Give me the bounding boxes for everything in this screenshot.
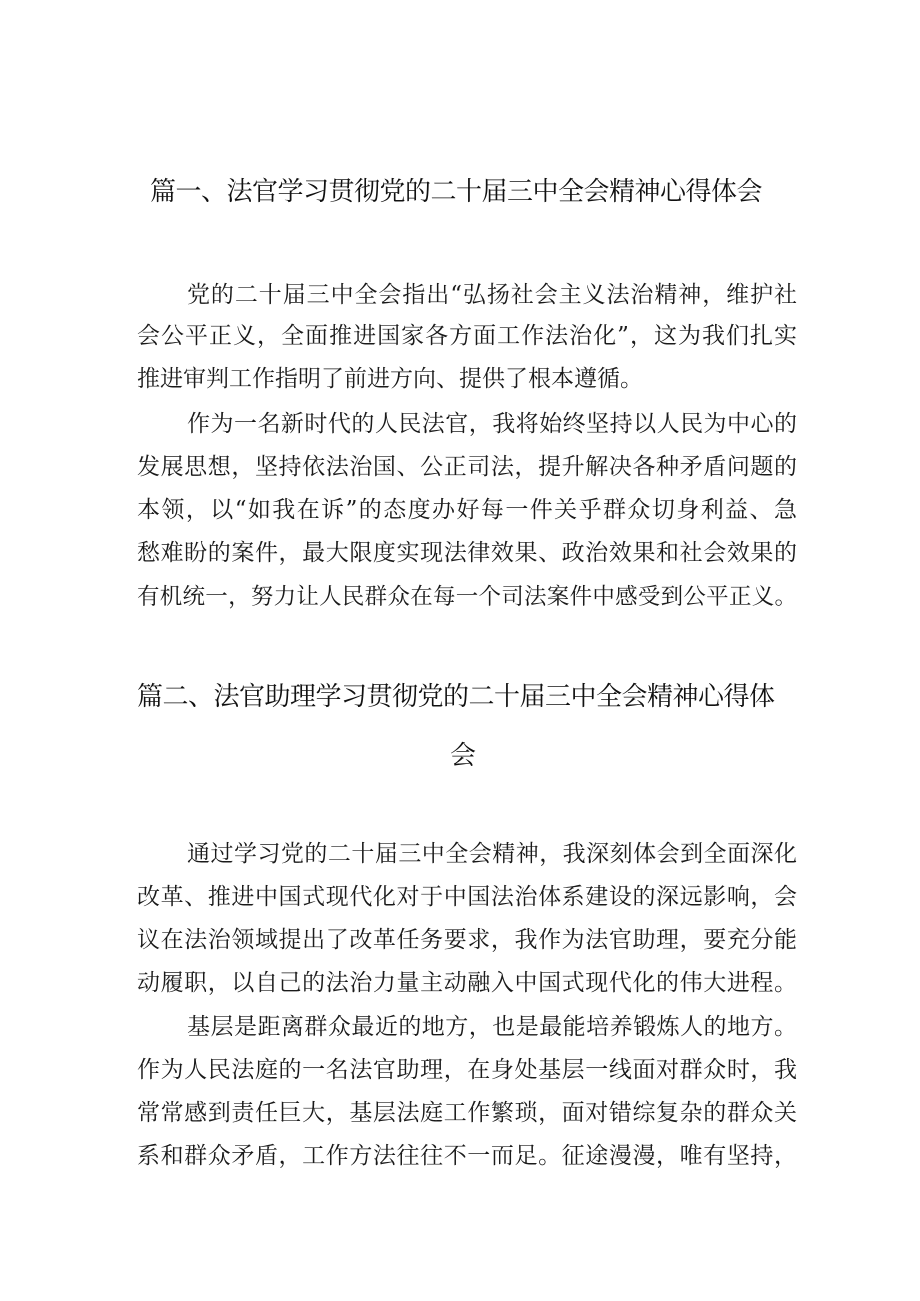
- paragraph-line: 发展思想，坚持依法治国、公正司法，提升解决各种矛盾问题的: [137, 454, 797, 480]
- paragraph-line: 作为人民法庭的一名法官助理，在身处基层一线面对群众时，我: [137, 1057, 797, 1083]
- paragraph-line: 改革、推进中国式现代化对于中国法治体系建设的深远影响，会: [137, 884, 797, 910]
- paragraph-line: 推进审判工作指明了前进方向、提供了根本遵循。: [137, 366, 643, 392]
- paragraph-line: 党的二十届三中全会指出“弘扬社会主义法治精神，维护社: [187, 282, 797, 308]
- paragraph-line: 议在法治领域提出了改革任务要求，我作为法官助理，要充分能: [137, 927, 797, 953]
- section2-title-continued: 会: [450, 741, 476, 771]
- paragraph-line: 会公平正义，全面推进国家各方面工作法治化”，这为我们扎实: [137, 323, 797, 349]
- paragraph-line: 系和群众矛盾，工作方法往往不一而足。征途漫漫，唯有坚持，: [137, 1143, 797, 1169]
- paragraph-line: 作为一名新时代的人民法官，我将始终坚持以人民为中心的: [187, 411, 797, 437]
- paragraph-line: 基层是距离群众最近的地方，也是最能培养锻炼人的地方。: [187, 1014, 797, 1040]
- paragraph-line: 愁难盼的案件，最大限度实现法律效果、政治效果和社会效果的: [137, 540, 797, 566]
- section1-title: 篇一、法官学习贯彻党的二十届三中全会精神心得体会: [150, 177, 763, 207]
- paragraph-line: 有机统一，努力让人民群众在每一个司法案件中感受到公平正义。: [137, 584, 797, 610]
- section2-title: 篇二、法官助理学习贯彻党的二十届三中全会精神心得体: [137, 682, 775, 712]
- paragraph-line: 通过学习党的二十届三中全会精神，我深刻体会到全面深化: [187, 841, 797, 867]
- paragraph-line: 动履职，以自己的法治力量主动融入中国式现代化的伟大进程。: [137, 970, 797, 996]
- paragraph-line: 本领，以“如我在诉”的态度办好每一件关乎群众切身利益、急: [137, 497, 797, 523]
- paragraph-line: 常常感到责任巨大，基层法庭工作繁琐，面对错综复杂的群众关: [137, 1100, 797, 1126]
